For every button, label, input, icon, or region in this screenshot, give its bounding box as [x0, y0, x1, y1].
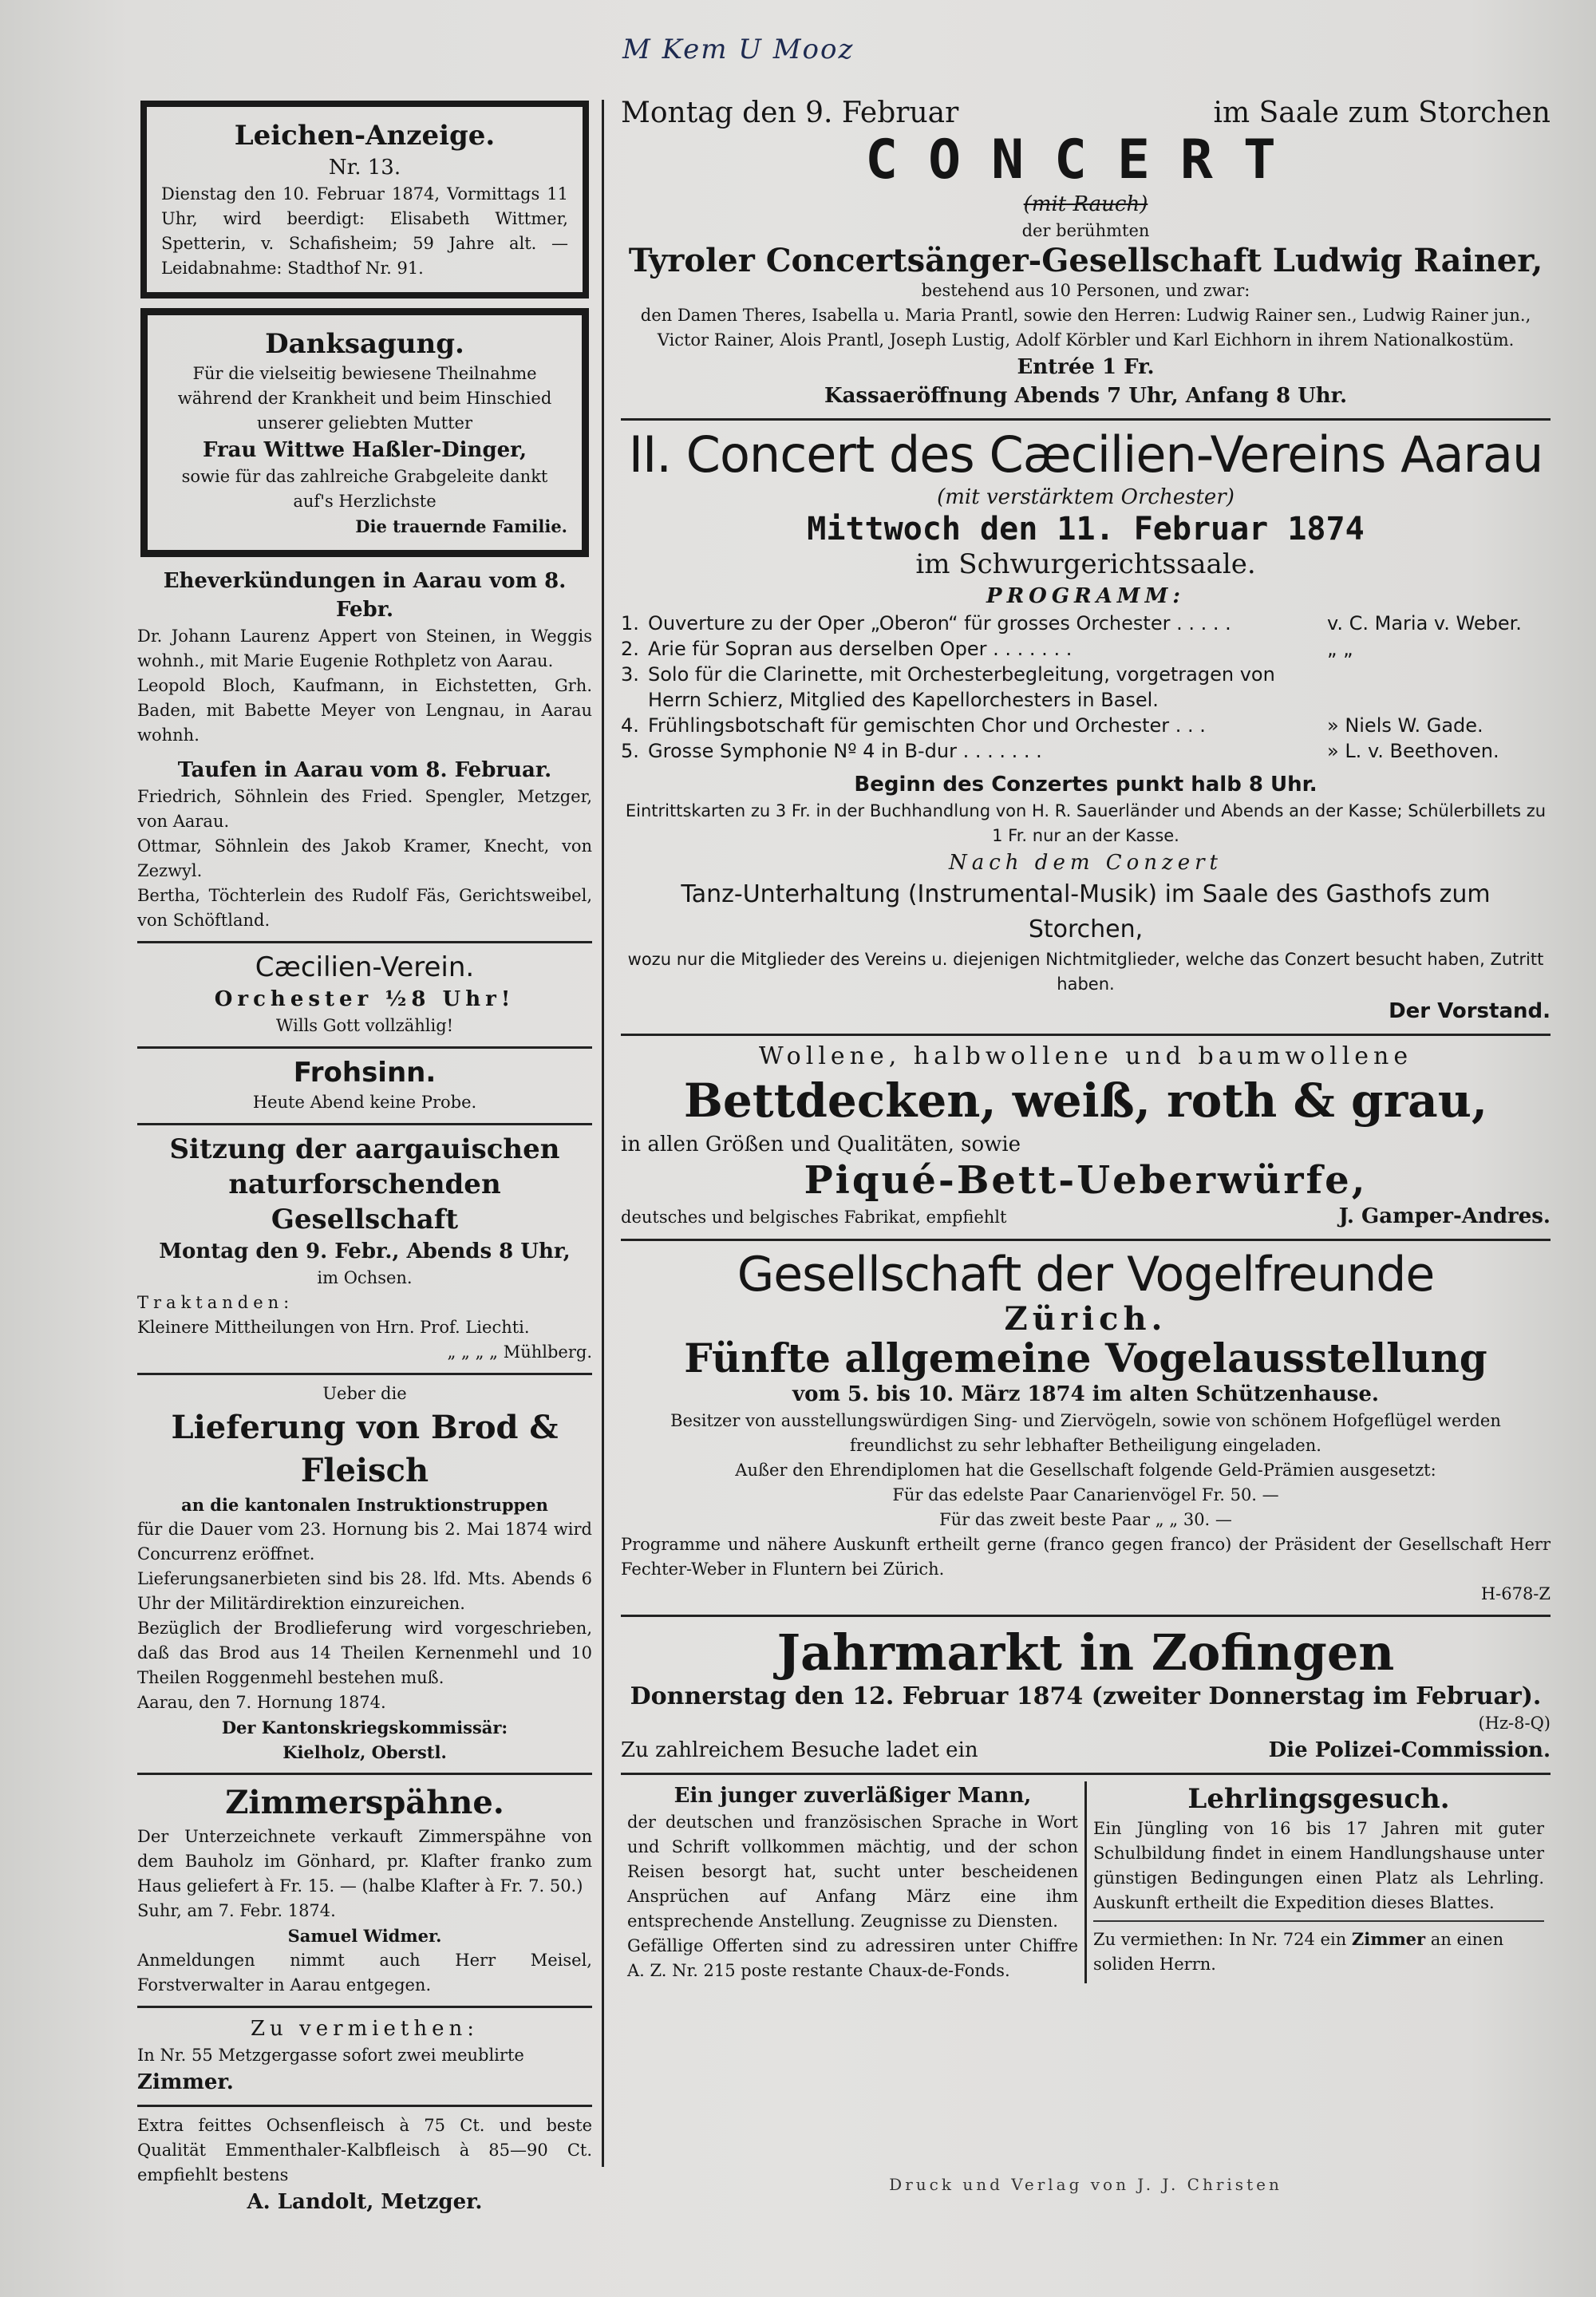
- bettdecken: [621, 1042, 1551, 1231]
- vogel-title: Gesellschaft der Vogelfreunde: [737, 1247, 1435, 1303]
- program-num: 3.: [621, 663, 639, 686]
- vogel-title2: Fünfte allgemeine Vogelausstellung: [684, 1334, 1487, 1382]
- concert1-title: CONCERT: [865, 128, 1306, 192]
- program-num: 5.: [621, 740, 639, 762]
- concert-rainer: [621, 96, 1551, 410]
- concert2-nach: Nach dem Conzert: [948, 851, 1223, 875]
- sitzung-date: Montag den 9. Febr., Abends 8 Uhr,: [159, 1239, 571, 1263]
- program-num: 1.: [621, 612, 639, 635]
- program-text: Solo für die Clarinette, mit Orchesterbegleitung, vorgetragen von Herrn Schierz, Mitglied des Kapellorchesters in Basel.: [648, 663, 1275, 711]
- bett-line3: deutsches und belgisches Fabrikat, empfiehlt: [621, 1208, 1007, 1227]
- bett-line1: Wollene, halbwollene und baumwollene: [758, 1042, 1413, 1070]
- sitzung-title: Sitzung der aargauischen naturforschenden Gesellschaft: [169, 1133, 560, 1235]
- divider: [137, 1773, 592, 1775]
- concert2-sub: (mit verstärktem Orchester): [937, 485, 1235, 509]
- brod-text: für die Dauer vom 23. Hornung bis 2. Mai 1874 wird Concurrenz eröffnet.: [137, 1520, 592, 1564]
- dank-text2: sowie für das zahlreiche Grabgeleite dankt auf's Herzlichste: [181, 467, 548, 511]
- dank-signature: Die trauernde Familie.: [355, 516, 567, 536]
- vogel-text: Besitzer von ausstellungswürdigen Sing- und Ziervögeln, sowie von schönem Hofgeflügel werden freundlichst zu sehr lebhafter Betheiligung eingeladen.: [670, 1411, 1501, 1455]
- concert2-beginn: Beginn des Conzertes punkt halb 8 Uhr.: [854, 773, 1317, 797]
- sitzung-place: im Ochsen.: [317, 1268, 413, 1287]
- concert2-title: II. Concert des Cæcilien-Vereins Aarau: [628, 425, 1543, 484]
- concert2-sign: Der Vorstand.: [1389, 999, 1551, 1023]
- bett-line2: in allen Größen und Qualitäten, sowie: [621, 1133, 1021, 1156]
- caecilien-verein: [137, 950, 592, 1038]
- leichen-anzeige: [140, 101, 589, 298]
- program-text: Arie für Sopran aus derselben Oper . . . . . . .: [648, 638, 1073, 660]
- concert1-desc: bestehend aus 10 Personen, und zwar:: [921, 281, 1250, 300]
- divider: [621, 1773, 1551, 1775]
- bottom-ads: [621, 1781, 1551, 1983]
- frohsinn-title: Frohsinn.: [293, 1057, 437, 1089]
- lehrling-title: Lehrlingsgesuch.: [1187, 1783, 1450, 1815]
- ochsen-sign: A. Landolt, Metzger.: [247, 2190, 483, 2214]
- caecilien-title: Cæcilien-Verein.: [255, 951, 475, 983]
- divider: [621, 1615, 1551, 1617]
- divider: [137, 941, 592, 943]
- dank-title: Danksagung.: [265, 328, 464, 360]
- column-divider: [602, 100, 604, 2167]
- leichen-number: Nr. 13.: [328, 156, 401, 180]
- brod-title: Lieferung von Brod & Fleisch: [171, 1409, 559, 1489]
- program-num: 4.: [621, 714, 639, 737]
- dank-text: Für die vielseitig bewiesene Theilnahme während der Krankheit und beim Hinschied unserer geliebten Mutter: [177, 364, 552, 433]
- lehrling-text: Ein Jüngling von 16 bis 17 Jahren mit guter Schulbildung findet in einem Handlungshause unter günstigen Bedingungen einen Platz als Lehrling. Auskunft ertheilt die Expedition dieses Blattes.: [1093, 1819, 1544, 1912]
- divider: [621, 1034, 1551, 1036]
- leichen-title: Leichen-Anzeige.: [234, 120, 496, 152]
- left-column: [137, 96, 592, 2224]
- concert1-members: den Damen Theres, Isabella u. Maria Prantl, sowie den Herren: Ludwig Rainer sen., Ludwig Rainer jun., Victor Rainer, Alois Prantl, Joseph Lustig, Adolf Körbler und Karl Eichhorn in ihrem Nationalkostüm.: [640, 306, 1531, 350]
- jahrmarkt-text: Zu zahlreichem Besuche ladet ein: [621, 1738, 978, 1762]
- program-num: 2.: [621, 638, 639, 660]
- zimmer-text2: Anmeldungen nimmt auch Herr Meisel, Forstverwalter in Aarau entgegen.: [137, 1951, 592, 1995]
- vogel-prize2: Für das zweit beste Paar „ „ 30. —: [939, 1510, 1232, 1529]
- brod-text2: Lieferungsanerbieten sind bis 28. lfd. Mts. Abends 6 Uhr der Militärdirektion einzureichen.: [137, 1569, 592, 1613]
- ochsen-text: Extra feittes Ochsenfleisch à 75 Ct. und beste Qualität Emmenthaler-Kalbfleisch à 85—90 Ct. empfiehlt bestens: [137, 2116, 592, 2184]
- concert2-programm: PROGRAMM:: [986, 584, 1185, 608]
- jahrmarkt: [621, 1623, 1551, 1765]
- program-item: [621, 611, 1551, 636]
- bett-sign: J. Gamper-Andres.: [1338, 1204, 1551, 1228]
- divider: [137, 1123, 592, 1125]
- brod-sign1: Der Kantonskriegskommissär:: [221, 1718, 508, 1738]
- brod-fleisch: [137, 1382, 592, 1765]
- program-composer: [1327, 662, 1551, 713]
- vermieten-title: Zu vermiethen:: [250, 2017, 480, 2041]
- vermieten2-bold: Zimmer: [1351, 1929, 1426, 1949]
- bett-title: Bettdecken, weiß, roth & grau,: [683, 1073, 1488, 1128]
- concert2-tanz2: wozu nur die Mitglieder des Vereins u. diejenigen Nichtmitglieder, welche das Conzert besucht haben, Zutritt haben.: [627, 950, 1544, 994]
- concert1-place: im Saale zum Storchen: [1213, 97, 1551, 129]
- caecilien-line1: Orchester ½8 Uhr!: [214, 987, 516, 1011]
- concert2-karten: Eintrittskarten zu 3 Fr. in der Buchhandlung von H. R. Sauerländer und Abends an der Kasse; Schülerbillets zu 1 Fr. nur an der Kasse.: [625, 801, 1547, 845]
- vogel-text3: Programme und nähere Auskunft ertheilt gerne (franco gegen franco) der Präsident der Gesellschaft Herr Fechter-Weber in Fluntern bei Zürich.: [621, 1535, 1551, 1579]
- vogelfreunde: [621, 1247, 1551, 1607]
- junger-mann: [621, 1781, 1087, 1983]
- zimmer-text: Der Unterzeichnete verkauft Zimmerspähne von dem Bauholz im Gönhard, pr. Klafter franko zum Haus geliefert à Fr. 15. — (halbe Klafter à Fr. 7. 50.): [137, 1827, 592, 1896]
- program-composer: » L. v. Beethoven.: [1327, 740, 1499, 762]
- caecilien-line2: Wills Gott vollzählig!: [275, 1016, 454, 1035]
- ochsenfleisch: [137, 2113, 592, 2216]
- program-item: [621, 738, 1551, 764]
- dank-name: Frau Wittwe Haßler-Dinger,: [202, 438, 527, 462]
- zimmer-date: Suhr, am 7. Febr. 1874.: [137, 1901, 336, 1920]
- vogel-date: vom 5. bis 10. März 1874 im alten Schützenhause.: [792, 1382, 1379, 1406]
- program-item: [621, 713, 1551, 738]
- divider: [137, 1373, 592, 1375]
- jahrmarkt-code: (Hz-8-Q): [1478, 1714, 1551, 1733]
- program-text: Grosse Symphonie Nº 4 in B-dur . . . . . . .: [648, 740, 1042, 762]
- list-item: Ottmar, Söhnlein des Jakob Kramer, Knecht, von Zezwyl.: [137, 836, 592, 880]
- vermieten2-text: Zu vermiethen: In Nr. 724 ein: [1093, 1930, 1347, 1949]
- zimmerspaehne: [137, 1781, 592, 1998]
- right-column: [621, 96, 1551, 1983]
- mann-text2: Gefällige Offerten sind zu adressiren unter Chiffre A. Z. Nr. 215 poste restante Chaux-de-Fonds.: [627, 1936, 1078, 1980]
- program-item: [621, 636, 1551, 662]
- imprint: Druck und Verlag von J. J. Christen: [889, 2175, 1282, 2194]
- brod-pre: Ueber die: [322, 1384, 407, 1403]
- bett-title2: Piqué-Bett-Ueberwürfe,: [804, 1158, 1368, 1203]
- sitzung-traktanden: Traktanden:: [137, 1293, 294, 1312]
- jahrmarkt-title: Jahrmarkt in Zofingen: [776, 1623, 1395, 1682]
- vogel-city: Zürich.: [1004, 1300, 1167, 1338]
- program-composer: „ „: [1327, 638, 1353, 660]
- vogel-prize1: Für das edelste Paar Canarienvögel Fr. 50. —: [892, 1485, 1279, 1504]
- vogel-code: H-678-Z: [1480, 1584, 1551, 1603]
- divider: [137, 2105, 592, 2107]
- sitzung-item: „ „ „ „ Mühlberg.: [447, 1342, 592, 1362]
- program-item: [621, 662, 1551, 713]
- program-text: Frühlingsbotschaft für gemischten Chor und Orchester . . .: [648, 714, 1206, 737]
- divider: [1093, 1920, 1544, 1922]
- concert1-kassa: Kassaeröffnung Abends 7 Uhr, Anfang 8 Uhr.: [824, 384, 1348, 408]
- divider: [137, 2006, 592, 2008]
- concert1-der: der berühmten: [1021, 221, 1150, 240]
- taufen-title: Taufen in Aarau vom 8. Februar.: [177, 758, 552, 782]
- list-item: Friedrich, Söhnlein des Fried. Spengler, Metzger, von Aarau.: [137, 787, 592, 831]
- list-item: Leopold Bloch, Kaufmann, in Eichstetten, Grh. Baden, mit Babette Meyer von Lengnau, in Aarau wohnh.: [137, 676, 592, 745]
- lehrlingsgesuch: [1087, 1781, 1551, 1983]
- handwritten-note: M Kem U Mooz: [622, 34, 855, 65]
- brod-text3: Bezüglich der Brodlieferung wird vorgeschrieben, daß das Brod aus 14 Theilen Kernenmehl und 10 Theilen Roggenmehl bestehen muß.: [137, 1619, 592, 1687]
- danksagung: [140, 308, 589, 557]
- ehe-title: Eheverkündungen in Aarau vom 8. Febr.: [163, 569, 567, 622]
- jahrmarkt-date: Donnerstag den 12. Februar 1874 (zweiter Donnerstag im Februar).: [630, 1682, 1542, 1710]
- brod-sub: an die kantonalen Instruktionstruppen: [181, 1495, 548, 1515]
- zimmer-sign: Samuel Widmer.: [287, 1926, 442, 1946]
- concert1-date: Montag den 9. Februar: [621, 97, 959, 129]
- zu-vermiethen: [137, 2014, 592, 2097]
- brod-date: Aarau, den 7. Hornung 1874.: [137, 1693, 386, 1712]
- mann-title: Ein junger zuverläßiger Mann,: [674, 1784, 1032, 1808]
- zimmer-title: Zimmerspähne.: [225, 1784, 504, 1821]
- frohsinn: [137, 1055, 592, 1115]
- jahrmarkt-sign: Die Polizei-Commission.: [1268, 1738, 1551, 1762]
- brod-sign2: Kielholz, Oberstl.: [282, 1742, 447, 1762]
- divider: [621, 418, 1551, 421]
- mann-text: der deutschen und französischen Sprache in Wort und Schrift vollkommen mächtig, und der schon Reisen besorgt hat, sucht unter bescheidenen Ansprüchen auf Anfang März eine ihm entsprechende Anstellung. Zeugnisse zu Diensten.: [627, 1813, 1078, 1931]
- concert2-place: im Schwurgerichtssaale.: [915, 548, 1256, 580]
- concert2-date: Mittwoch den 11. Februar 1874: [807, 511, 1365, 548]
- eheverkuendungen: [137, 567, 592, 748]
- vermieten-text: In Nr. 55 Metzgergasse sofort zwei meublirte: [137, 2046, 524, 2065]
- taufen: [137, 756, 592, 933]
- frohsinn-text: Heute Abend keine Probe.: [252, 1093, 477, 1112]
- concert-caecilien: [621, 427, 1551, 1026]
- program-composer: » Niels W. Gade.: [1327, 714, 1483, 737]
- sitzung-item: Kleinere Mittheilungen von Hrn. Prof. Liechti.: [137, 1318, 530, 1337]
- program-text: Ouverture zu der Oper „Oberon“ für grosses Orchester . . . . .: [648, 612, 1231, 635]
- concert2-tanz: Tanz-Unterhaltung (Instrumental-Musik) im Saale des Gasthofs zum Storchen,: [681, 880, 1491, 943]
- vogel-text2: Außer den Ehrendiplomen hat die Gesellschaft folgende Geld-Prämien ausgesetzt:: [735, 1461, 1436, 1480]
- concert1-entree: Entrée 1 Fr.: [1017, 355, 1155, 379]
- leichen-text: Dienstag den 10. Februar 1874, Vormittags 11 Uhr, wird beerdigt: Elisabeth Wittmer, Spetterin, v. Schafisheim; 59 Jahre alt. — Leidabnahme: Stadthof Nr. 91.: [161, 184, 568, 278]
- list-item: Bertha, Töchterlein des Rudolf Fäs, Gerichtsweibel, von Schöftland.: [137, 886, 592, 930]
- divider: [621, 1239, 1551, 1241]
- concert1-strike: (mit Rauch): [1023, 192, 1148, 216]
- divider: [137, 1046, 592, 1049]
- vermieten-bold: Zimmer.: [137, 2070, 234, 2094]
- program-composer: v. C. Maria v. Weber.: [1327, 612, 1522, 635]
- concert1-company: Tyroler Concertsänger-Gesellschaft Ludwig Rainer,: [628, 242, 1543, 279]
- vermieten2-rest: an einen soliden Herrn.: [1093, 1930, 1504, 1974]
- list-item: Dr. Johann Laurenz Appert von Steinen, in Weggis wohnh., mit Marie Eugenie Rothpletz von Aarau.: [137, 627, 592, 670]
- sitzung: [137, 1132, 592, 1365]
